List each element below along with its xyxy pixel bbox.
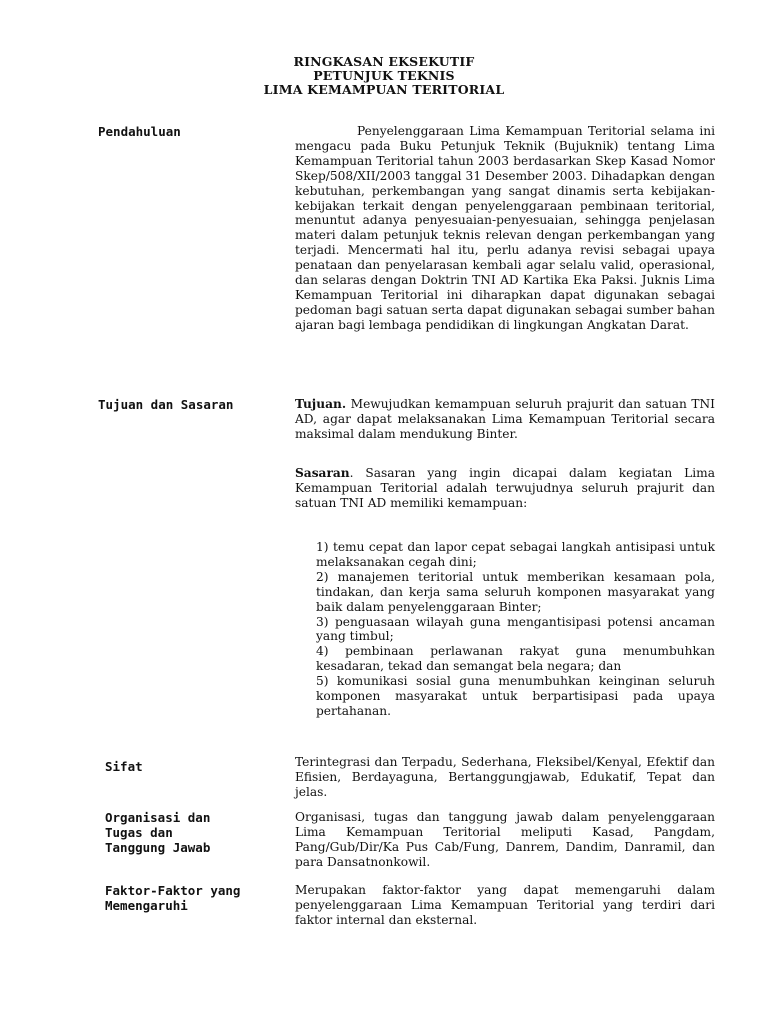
list-item: 1) temu cepat dan lapor cepat sebagai langkah antisipasi untuk melaksanakan cegah dini;: [316, 540, 715, 569]
label-faktor: [105, 883, 295, 913]
label-faktor-line-1: Faktor-Faktor yang: [105, 883, 241, 898]
list-item: 3) penguasaan wilayah guna mengantisipasi potensi ancaman yang timbul;: [316, 614, 715, 644]
section-faktor: [295, 883, 715, 928]
label-organisasi: [105, 810, 295, 855]
label-sifat: Sifat: [105, 759, 143, 774]
label-organisasi-line-1: Organisasi dan: [105, 810, 211, 825]
section-tujuan: [295, 397, 715, 442]
kemampuan-list: [316, 540, 715, 719]
sasaran-paragraph: [295, 466, 715, 511]
label-organisasi-line-3: Tanggung Jawab: [105, 840, 211, 855]
sasaran-lead: Sasaran: [295, 466, 350, 480]
list-item: 4) pembinaan perlawanan rakyat guna menumbuhkan kesadaran, tekad dan semangat bela negara; dan: [316, 644, 715, 674]
section-sifat: [295, 755, 715, 800]
section-organisasi: [295, 810, 715, 870]
organisasi-text: Organisasi, tugas dan tanggung jawab dalam penyelenggaraan Lima Kemampuan Teritorial meliputi Kasad, Pangdam, Pang/Gub/Dir/Ka Pus Cab/Fung, Danrem, Dandim, Danramil, dan para Dansatnonkowil.: [295, 810, 715, 869]
list-item: 5) komunikasi sosial guna menumbuhkan keinginan seluruh komponen masyarakat untuk berpartisipasi pada upaya pertahanan.: [316, 674, 715, 718]
label-organisasi-line-2: Tugas dan: [105, 825, 173, 840]
document-title: [0, 55, 768, 97]
label-pendahuluan: Pendahuluan: [98, 124, 181, 139]
sifat-text: Terintegrasi dan Terpadu, Sederhana, Fleksibel/Kenyal, Efektif dan Efisien, Berdayaguna, Bertanggungjawab, Edukatif, Tepat dan jelas.: [295, 755, 715, 799]
pendahuluan-text: Penyelenggaraan Lima Kemampuan Teritorial selama ini mengacu pada Buku Petunjuk Teknik (Bujuknik) tentang Lima Kemampuan Teritorial tahun 2003 berdasarkan Skep Kasad Nomor Skep/508/XII/2003 tanggal 31 Desember 2003. Dihadapkan dengan kebutuhan, perkembangan yang sangat dinamis serta kebijakan-kebijakan terkait dengan penyelenggaraan pembinaan teritorial, menuntut adanya penyesuaian-penyesuaian, sehingga penjelasan materi dalam petunjuk teknis relevan dengan perkembangan yang terjadi. Mencermati hal itu, perlu adanya revisi sebagai upaya penataan dan penyelarasan kembali agar selalu valid, operasional, dan selaras dengan Doktrin TNI AD Kartika Eka Paksi. Juknis Lima Kemampuan Teritorial ini diharapkan dapat digunakan sebagai pedoman bagi satuan serta dapat digunakan sebagai sumber bahan ajaran bagi lembaga pendidikan di lingkungan Angkatan Darat.: [295, 124, 715, 332]
tujuan-paragraph: [295, 397, 715, 442]
faktor-text: Merupakan faktor-faktor yang dapat memengaruhi dalam penyelenggaraan Lima Kemampuan Teritorial yang terdiri dari faktor internal dan eksternal.: [295, 883, 715, 927]
sasaran-text: . Sasaran yang ingin dicapai dalam kegiatan Lima Kemampuan Teritorial adalah terwujudnya seluruh prajurit dan satuan TNI AD memiliki kemampuan:: [295, 466, 715, 510]
label-faktor-line-2: Memengaruhi: [105, 898, 188, 913]
title-line-1: RINGKASAN EKSEKUTIF: [293, 54, 475, 69]
label-tujuan-sasaran: Tujuan dan Sasaran: [98, 397, 234, 412]
section-sasaran: [295, 466, 715, 511]
list-item: 2) manajemen teritorial untuk memberikan kesamaan pola, tindakan, dan kerja sama seluruh komponen masyarakat yang baik dalam penyelenggaraan Binter;: [316, 569, 715, 614]
tujuan-lead: Tujuan.: [295, 397, 347, 411]
title-line-3: LIMA KEMAMPUAN TERITORIAL: [263, 82, 505, 97]
section-pendahuluan: [295, 124, 715, 333]
tujuan-text: Mewujudkan kemampuan seluruh prajurit dan satuan TNI AD, agar dapat melaksanakan Lima Kemampuan Teritorial secara maksimal dalam mendukung Binter.: [295, 397, 715, 441]
title-line-2: PETUNJUK TEKNIS: [313, 68, 455, 83]
